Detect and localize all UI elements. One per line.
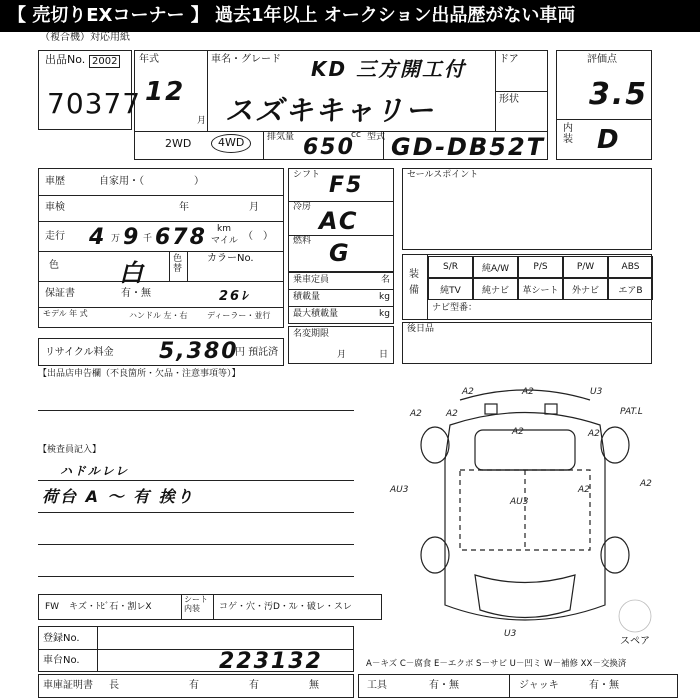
history-box bbox=[38, 168, 284, 328]
mark-6: AU3 bbox=[390, 485, 409, 495]
shift-value: F5 bbox=[329, 173, 364, 198]
cc-label: cc bbox=[351, 130, 361, 140]
mileage-label: 走行 bbox=[45, 231, 65, 242]
navi-label: ナビ型番： bbox=[432, 303, 478, 313]
warranty-value: 有・無 bbox=[121, 288, 151, 299]
defects-items1: キズ・ﾄﾋﾞ石・割レX bbox=[69, 602, 152, 612]
color-label: 色 bbox=[49, 260, 59, 271]
equipment-cell: S/R bbox=[428, 256, 473, 278]
inspection-label: 車検 bbox=[45, 202, 65, 213]
jack-value: 有・無 bbox=[589, 680, 619, 691]
tools-label: 工具 bbox=[367, 680, 387, 691]
recycle-box bbox=[38, 338, 284, 366]
chassis-label: 車台No. bbox=[43, 655, 80, 666]
rating-label: 評価点 bbox=[587, 54, 617, 65]
mark-8: A2 bbox=[640, 479, 652, 489]
rating-box bbox=[556, 50, 652, 160]
rating-score: 3.5 bbox=[589, 77, 649, 112]
lot-label: 出品No. bbox=[45, 53, 86, 66]
shift-box bbox=[288, 168, 394, 272]
sen-label: 千 bbox=[143, 234, 153, 244]
inspection-month: 月 bbox=[249, 202, 259, 213]
mark-7: A2 bbox=[578, 485, 590, 495]
cert-label: 車庫証明書 bbox=[43, 680, 93, 691]
name-label: 車名・グレード bbox=[211, 54, 281, 65]
cert-opt-3: 無 bbox=[309, 680, 319, 691]
tools-box bbox=[358, 674, 678, 698]
sales-point-label: セールスポイント bbox=[407, 170, 479, 180]
inspector-label: 【検査員記入】 bbox=[38, 445, 102, 455]
equipment-cell: 外ナビ bbox=[563, 278, 608, 300]
equipment-cell: エアB bbox=[608, 278, 653, 300]
jack-label: ジャッキ bbox=[519, 680, 559, 691]
mark-12: U3 bbox=[504, 629, 517, 639]
vehicle-box bbox=[134, 50, 548, 160]
spare-label: スペア bbox=[620, 636, 650, 647]
passengers-label: 乗車定員 bbox=[293, 275, 330, 285]
max-load-label: 最大積載量 bbox=[293, 309, 339, 319]
tools-value: 有・無 bbox=[429, 680, 459, 691]
color-value: 白 bbox=[119, 259, 145, 287]
post-delivery-label: 後日品 bbox=[407, 324, 435, 334]
cert-opt-2: 有 bbox=[249, 680, 259, 691]
mark-0: A2 bbox=[462, 387, 474, 397]
equipment-cell: P/W bbox=[563, 256, 608, 278]
mileage-sen: 9 bbox=[123, 225, 141, 250]
load-label: 積載量 bbox=[293, 292, 321, 302]
equipment-cell: 革シート bbox=[518, 278, 563, 300]
ac-label: 冷房 bbox=[293, 202, 312, 212]
shape-label: 形状 bbox=[499, 94, 519, 105]
name-change-label: 名変期限 bbox=[293, 329, 330, 339]
post-delivery-box bbox=[402, 322, 652, 364]
recycle-unit: 円 預託済 bbox=[235, 347, 279, 358]
equipment-cell: 純A/W bbox=[473, 256, 518, 278]
displacement-value: 650 bbox=[303, 135, 355, 160]
recycle-value: 5,380 bbox=[159, 339, 239, 364]
fw-label: FW bbox=[45, 602, 60, 612]
equipment-cell: P/S bbox=[518, 256, 563, 278]
history-value: 自家用・（ ） bbox=[99, 176, 204, 187]
max-load-unit: kg bbox=[379, 309, 390, 319]
cert-opt-0: 長 bbox=[109, 680, 119, 691]
car-diagram bbox=[380, 370, 690, 654]
passengers-unit: 名 bbox=[381, 275, 391, 285]
mileage-man: 4 bbox=[89, 225, 107, 250]
mark-11: A2 bbox=[588, 429, 600, 439]
name-change-month: 月 bbox=[337, 350, 347, 360]
capacity-box bbox=[288, 272, 394, 324]
km-label: km bbox=[217, 224, 231, 234]
history-label: 車歴 bbox=[45, 176, 65, 187]
cert-box bbox=[38, 674, 354, 698]
mark-10: A2 bbox=[446, 409, 458, 419]
fuel-value: G bbox=[329, 239, 351, 267]
mark-9: AU3 bbox=[510, 497, 529, 507]
inspector-line1: ハドルレレ bbox=[60, 464, 130, 478]
handle-label: ハンドル 左・右 bbox=[129, 311, 188, 320]
mark-4: PAT.L bbox=[620, 407, 643, 417]
mark-5: A2 bbox=[512, 427, 524, 437]
equipment-cell: 純TV bbox=[428, 278, 473, 300]
year-value: 12 bbox=[145, 77, 186, 107]
legend: A－キズ C－腐食 E－エクボ S－サビ U－凹ミ W－補修 XX－交換済 bbox=[366, 659, 627, 669]
equipment-cell: ABS bbox=[608, 256, 653, 278]
mark-2: U3 bbox=[590, 387, 603, 397]
interior-label: 内装 bbox=[563, 123, 573, 145]
name-top: KD 三方開工付 bbox=[311, 57, 467, 81]
load-unit: kg bbox=[379, 292, 390, 302]
mileage-paren: （ ） bbox=[243, 231, 273, 242]
warranty-label: 保証書 bbox=[45, 288, 75, 299]
fuel-label: 燃料 bbox=[293, 236, 312, 246]
ac-value: AC bbox=[319, 207, 359, 235]
lot-year: 2002 bbox=[89, 55, 120, 68]
model-value: GD-DB52T bbox=[391, 133, 546, 161]
lot-number: 70377 bbox=[47, 87, 142, 120]
seat-label: シート内装 bbox=[184, 595, 208, 613]
month-suffix: 月 bbox=[197, 116, 207, 126]
shift-label: シフト bbox=[293, 170, 321, 180]
vehicle-name: スズキキャリー bbox=[225, 94, 436, 127]
cert-opt-1: 有 bbox=[189, 680, 199, 691]
warranty-note: 26ﾚ bbox=[219, 289, 250, 304]
drive-4wd: 4WD bbox=[211, 134, 251, 153]
registration-box bbox=[38, 626, 354, 672]
drive-2wd: 2WD bbox=[165, 137, 192, 150]
man-label: 万 bbox=[111, 234, 121, 244]
model-label: 型式 bbox=[367, 132, 386, 142]
chassis-value: 223132 bbox=[219, 649, 323, 674]
mileage-rest: 678 bbox=[155, 225, 207, 250]
sales-point-box bbox=[402, 168, 652, 250]
equipment-label: 装備 bbox=[409, 269, 419, 296]
interior-value: D bbox=[597, 125, 621, 155]
declaration-label: 【出品店申告欄（不良箇所・欠品・注意事項等）】 bbox=[38, 369, 241, 379]
registration-label: 登録No. bbox=[43, 633, 80, 644]
year-label: 年式 bbox=[139, 54, 159, 65]
equipment-cell: 純ナビ bbox=[473, 278, 518, 300]
mile-label: マイル bbox=[211, 236, 238, 246]
banner: 【 売切りEXコーナー 】 過去1年以上 オークション出品歴がない車両 bbox=[0, 0, 700, 32]
dealer-label: ディーラー・並行 bbox=[207, 311, 271, 320]
model-type-label: モデル 年 式 bbox=[43, 309, 88, 318]
displacement-label: 排気量 bbox=[267, 132, 295, 142]
recycle-label: リサイクル料金 bbox=[45, 347, 114, 358]
subheader: （複合機）対応用紙 bbox=[40, 32, 130, 43]
defects-items2: コゲ・穴・汚D・ｽﾚ・破レ・スレ bbox=[219, 602, 352, 612]
mark-1: A2 bbox=[522, 387, 534, 397]
color-change: 色替 bbox=[173, 254, 183, 274]
defects-row bbox=[38, 594, 382, 620]
name-change-box bbox=[288, 326, 394, 364]
door-label: ドア bbox=[499, 54, 519, 65]
mark-3: A2 bbox=[410, 409, 422, 419]
color-no-label: カラーNo. bbox=[207, 253, 254, 264]
lot-box bbox=[38, 50, 142, 130]
name-change-day: 日 bbox=[379, 350, 389, 360]
inspection-year: 年 bbox=[179, 202, 189, 213]
inspector-line2: 荷台 A ～ 有 挨り bbox=[42, 487, 195, 506]
